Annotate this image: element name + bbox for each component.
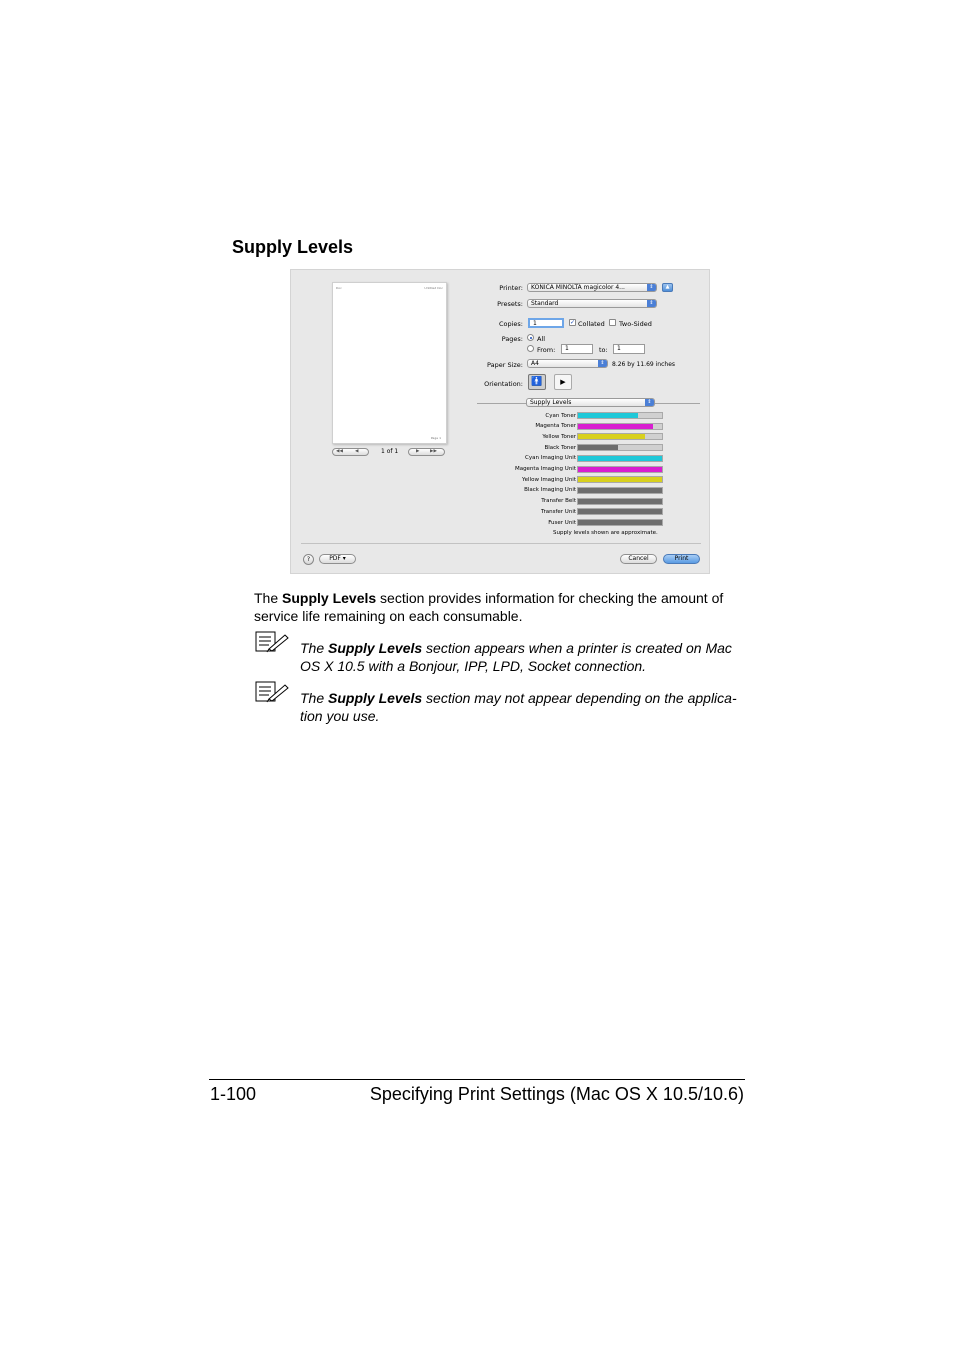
printer-popup[interactable] (527, 283, 657, 292)
preview-header-right: Untitled Doc (424, 286, 443, 290)
supply-label: Magenta Toner (535, 423, 576, 430)
pages-label: Pages: (501, 335, 523, 343)
supply-level-fill (578, 413, 638, 418)
supply-level-fill (578, 424, 653, 429)
supply-label: Transfer Belt (541, 498, 576, 505)
supply-level-fill (578, 509, 662, 514)
supply-level-bar (577, 466, 663, 473)
note-2-prefix: The (300, 690, 329, 706)
popup-arrows-icon: ⇕ (598, 360, 607, 367)
note-1-line1-rest: section appears when a printer is created on Mac (422, 640, 732, 656)
printer-disclosure-button[interactable] (662, 283, 673, 292)
description-line-2: service life remaining on each consumable. (254, 608, 523, 624)
orientation-landscape-button[interactable] (554, 374, 572, 390)
pages-all-radio[interactable] (527, 334, 534, 341)
collated-checkbox[interactable]: ✓ (570, 319, 576, 326)
copies-field[interactable]: 1 (528, 318, 564, 328)
note-2-line-2: tion you use. (300, 708, 380, 724)
note-2 (300, 689, 760, 725)
paper-size-popup[interactable] (527, 359, 608, 368)
supply-level-bar (577, 498, 663, 505)
print-dialog (290, 269, 710, 574)
pages-from-field[interactable]: 1 (561, 344, 593, 354)
page-number: 1-100 (210, 1084, 257, 1104)
supply-level-bar (577, 487, 663, 494)
supply-note: Supply levels shown are approximate. (553, 530, 658, 536)
orientation-label: Orientation: (484, 380, 523, 388)
help-icon: ? (306, 556, 311, 563)
description-line1-rest: section provides information for checking the amount of (376, 590, 724, 606)
supply-level-bar (577, 444, 663, 451)
paper-size-label: Paper Size: (486, 361, 523, 369)
section-popup-value: Supply Levels (530, 399, 572, 406)
copies-label: Copies: (498, 320, 523, 328)
note-2-line1-rest: section may not appear depending on the applica- (422, 690, 737, 706)
popup-arrows-icon: ⇕ (647, 284, 656, 291)
supply-label: Black Toner (544, 444, 576, 451)
supply-level-fill (578, 477, 662, 482)
supply-label: Yellow Toner (542, 433, 576, 440)
note-icon (255, 631, 289, 653)
preview-header-left: Doc (336, 286, 342, 290)
supply-level-bar (577, 412, 663, 419)
description-paragraph (254, 589, 754, 625)
print-button[interactable]: Print (663, 554, 700, 564)
description-bold: Supply Levels (282, 590, 377, 606)
note-1-bold: Supply Levels (328, 640, 423, 656)
preview-page-counter: 1 of 1 (381, 448, 399, 455)
popup-arrows-icon: ⇕ (645, 399, 654, 406)
presets-popup[interactable] (527, 299, 657, 308)
section-title: Supply Levels (232, 237, 354, 257)
supply-level-fill (578, 499, 662, 504)
pages-to-field[interactable]: 1 (613, 344, 645, 354)
pages-from-radio[interactable] (527, 345, 534, 352)
supply-label: Fuser Unit (548, 519, 576, 526)
collated-label: Collated (578, 320, 605, 328)
supply-level-bar (577, 423, 663, 430)
preview-last-button[interactable]: ▶▶ (430, 449, 437, 454)
disclosure-triangle-icon: ▲ (665, 284, 670, 290)
footer-rule (209, 1079, 745, 1080)
preview-first-button[interactable]: ◀◀ (336, 449, 343, 454)
note-2-line-1 (300, 689, 760, 707)
landscape-person-icon: ▶ (560, 378, 566, 386)
supply-level-fill (578, 434, 645, 439)
presets-popup-value: Standard (531, 300, 559, 307)
preview-footer-right: Page 1 (430, 436, 441, 440)
supply-level-bar (577, 433, 663, 440)
supply-label: Black Imaging Unit (524, 487, 576, 494)
preview-prev-button[interactable]: ◀ (355, 449, 359, 454)
preview-page (332, 282, 447, 444)
note-1 (300, 639, 760, 675)
supply-level-bar (577, 476, 663, 483)
supply-level-fill (578, 488, 662, 493)
supply-label: Transfer Unit (540, 508, 576, 515)
supply-label: Cyan Imaging Unit (525, 455, 576, 462)
paper-size-dimensions: 8.26 by 11.69 inches (612, 361, 676, 368)
note-icon (255, 681, 289, 703)
presets-label: Presets: (497, 300, 523, 308)
two-sided-checkbox[interactable] (609, 319, 616, 326)
note-1-prefix: The (300, 640, 329, 656)
printer-popup-value: KONICA MINOLTA magicolor 4... (531, 284, 625, 291)
note-2-bold: Supply Levels (328, 690, 423, 706)
supply-label: Magenta Imaging Unit (514, 466, 576, 472)
supply-level-bar (577, 519, 663, 526)
pages-to-label: to: (599, 346, 608, 354)
portrait-person-icon: 🚹 (531, 377, 543, 387)
note-1-line-2: OS X 10.5 with a Bonjour, IPP, LPD, Socket connection. (300, 658, 647, 674)
orientation-portrait-button[interactable] (528, 374, 546, 390)
note-1-line-1 (300, 639, 760, 657)
supply-level-bar (577, 508, 663, 515)
description-prefix: The (254, 590, 283, 606)
footer-title: Specifying Print Settings (Mac OS X 10.5/10.6) (369, 1084, 744, 1104)
pages-from-label: From: (537, 346, 556, 354)
supply-level-fill (578, 467, 662, 472)
description-line-1 (254, 589, 754, 607)
pdf-menu-button[interactable]: PDF ▾ (319, 554, 356, 564)
supply-level-fill (578, 520, 662, 525)
help-button[interactable] (303, 554, 314, 565)
cancel-button[interactable]: Cancel (620, 554, 657, 564)
supply-label: Yellow Imaging Unit (522, 476, 576, 483)
preview-next-button[interactable]: ▶ (416, 449, 420, 454)
paper-size-popup-value: A4 (531, 360, 539, 367)
printer-label: Printer: (499, 284, 523, 292)
bottom-separator (301, 543, 701, 544)
supply-level-bar (577, 455, 663, 462)
pages-all-label: All (537, 335, 546, 343)
supply-label: Cyan Toner (545, 412, 576, 419)
supply-level-fill (578, 445, 618, 450)
section-popup[interactable] (526, 398, 655, 407)
popup-arrows-icon: ⇕ (647, 300, 656, 307)
two-sided-label: Two-Sided (619, 320, 652, 328)
supply-level-fill (578, 456, 662, 461)
preview-next-last-group (408, 448, 445, 456)
